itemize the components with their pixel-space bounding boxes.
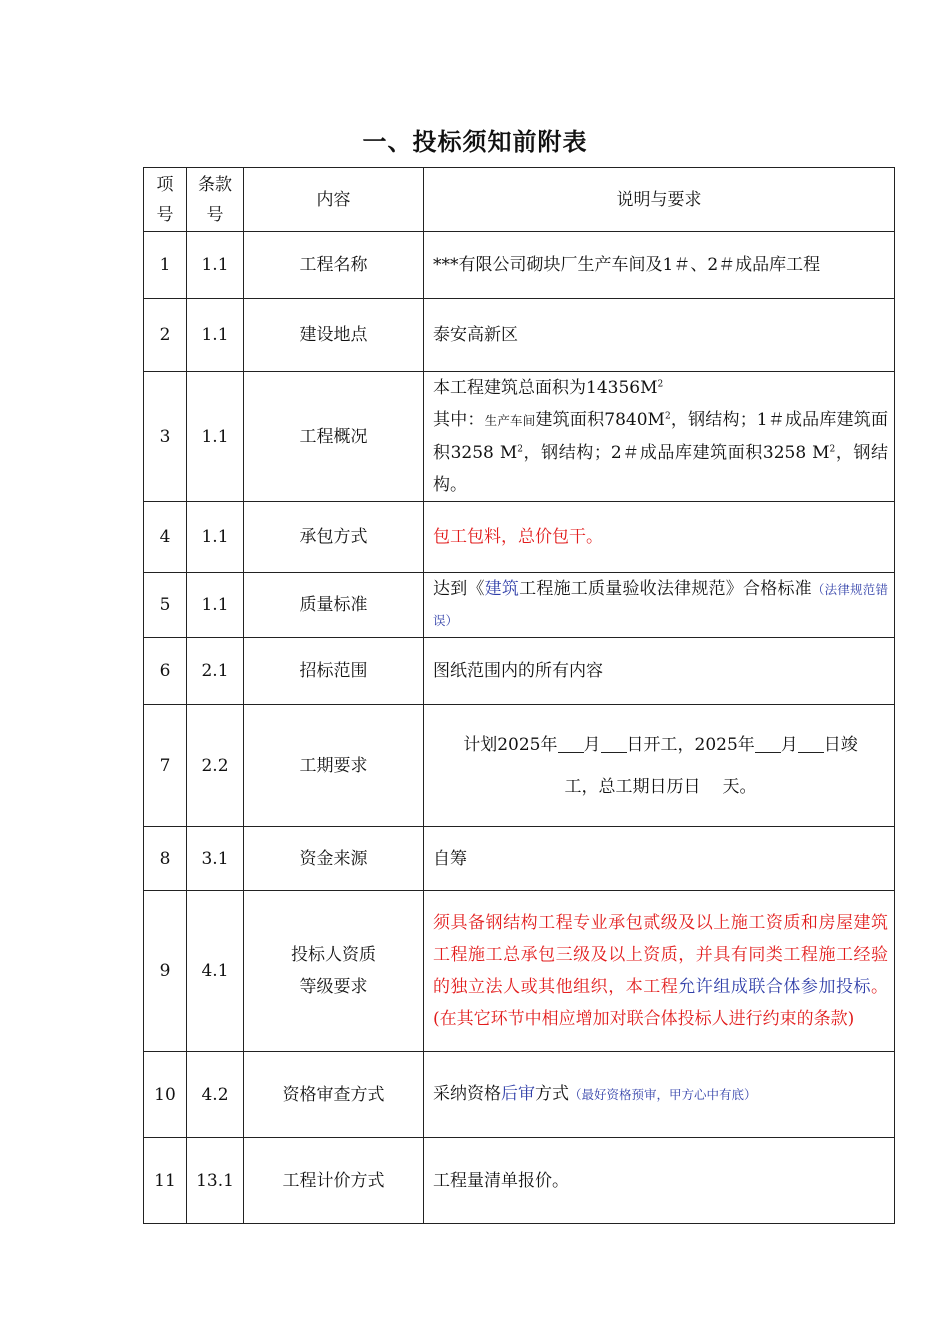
row-content: 工期要求 bbox=[244, 705, 424, 827]
blank-field bbox=[601, 736, 627, 753]
superscript-2: 2 bbox=[829, 444, 836, 455]
row-content bbox=[244, 891, 424, 1052]
content-line2: 等级要求 bbox=[299, 977, 368, 997]
header-content: 内容 bbox=[244, 168, 424, 232]
blank-field bbox=[755, 736, 781, 753]
row-description bbox=[424, 372, 895, 502]
superscript-2: 2 bbox=[657, 379, 664, 390]
row-content: 建设地点 bbox=[244, 299, 424, 372]
overview-text-c: 建筑面积7840M bbox=[535, 410, 665, 430]
row-no: 7 bbox=[144, 705, 187, 827]
row-no: 3 bbox=[144, 372, 187, 502]
schedule-text-b: 月 bbox=[583, 734, 601, 755]
quality-text-b: 建筑 bbox=[484, 579, 520, 599]
content-line1: 投标人资质 bbox=[291, 945, 376, 965]
review-note: （最好资格预审，甲方心中有底） bbox=[569, 1087, 757, 1102]
row-no: 6 bbox=[144, 638, 187, 705]
row-clause: 13.1 bbox=[187, 1138, 244, 1224]
table-row bbox=[144, 638, 895, 705]
bidding-notice-table bbox=[143, 167, 895, 1224]
row-description bbox=[424, 705, 895, 827]
row-clause: 4.1 bbox=[187, 891, 244, 1052]
table-row bbox=[144, 1052, 895, 1138]
row-clause: 1.1 bbox=[187, 232, 244, 299]
schedule-text-g: 天。 bbox=[722, 776, 757, 797]
row-clause: 3.1 bbox=[187, 827, 244, 891]
row-content: 承包方式 bbox=[244, 502, 424, 573]
header-item-no-text: 项号 bbox=[156, 174, 174, 225]
superscript-2: 2 bbox=[517, 444, 523, 455]
table-row bbox=[144, 372, 895, 502]
row-no: 1 bbox=[144, 232, 187, 299]
row-content: 招标范围 bbox=[244, 638, 424, 705]
row-description bbox=[424, 573, 895, 638]
row-description bbox=[424, 891, 895, 1052]
row-clause: 1.1 bbox=[187, 573, 244, 638]
row-clause: 4.2 bbox=[187, 1052, 244, 1138]
schedule-text-f: 工，总工期日历日 bbox=[564, 776, 701, 797]
table-row bbox=[144, 573, 895, 638]
table-row bbox=[144, 891, 895, 1052]
qualification-text-c: 。(在其它环节中相应增加对联合体投标人进行约束的条款) bbox=[433, 977, 889, 1029]
table-row bbox=[144, 232, 895, 299]
overview-line1: 本工程建筑总面积为14356M bbox=[433, 378, 658, 398]
table-row bbox=[144, 1138, 895, 1224]
header-description: 说明与要求 bbox=[424, 168, 895, 232]
review-text-a: 采纳资格 bbox=[433, 1084, 501, 1104]
row-no: 8 bbox=[144, 827, 187, 891]
table-row bbox=[144, 705, 895, 827]
row-no: 5 bbox=[144, 573, 187, 638]
quality-note: （法律规范错误） bbox=[433, 582, 889, 628]
row-description: 自筹 bbox=[424, 827, 895, 891]
row-clause: 2.1 bbox=[187, 638, 244, 705]
row-clause: 2.2 bbox=[187, 705, 244, 827]
row-no: 9 bbox=[144, 891, 187, 1052]
row-description: ***有限公司砌块厂生产车间及1＃、2＃成品库工程 bbox=[424, 232, 895, 299]
row-content: 工程名称 bbox=[244, 232, 424, 299]
overview-text-b: 生产车间 bbox=[484, 413, 536, 428]
row-description bbox=[424, 1052, 895, 1138]
table-header-row bbox=[144, 168, 895, 232]
blank-field bbox=[558, 736, 584, 753]
qualification-text-a: 须具备钢结构工程专业承包贰级及以上施工资质和房屋建筑工程施工总承包三级及以上资质，并具有同类工程施工经验的独立法人或其他组织，本工程 bbox=[433, 913, 888, 997]
overview-text-f: ，钢结构。 bbox=[433, 443, 888, 495]
schedule-text-e: 日竣 bbox=[823, 734, 858, 755]
review-text-b: 后审 bbox=[501, 1084, 535, 1104]
row-content: 资格审查方式 bbox=[244, 1052, 424, 1138]
row-content: 工程概况 bbox=[244, 372, 424, 502]
overview-text-d: ，钢结构；1＃成品库建筑面积3258 M bbox=[433, 410, 888, 463]
page-title: 一、投标须知前附表 bbox=[362, 127, 588, 156]
row-clause: 1.1 bbox=[187, 299, 244, 372]
table-row bbox=[144, 299, 895, 372]
row-description: 工程量清单报价。 bbox=[424, 1138, 895, 1224]
schedule-text-d: 月 bbox=[780, 734, 798, 755]
superscript-2: 2 bbox=[664, 411, 671, 422]
row-no: 10 bbox=[144, 1052, 187, 1138]
header-clause-no-text: 条款号 bbox=[198, 174, 232, 225]
overview-text-e: ，钢结构；2＃成品库建筑面积3258 M bbox=[522, 443, 830, 463]
row-no: 11 bbox=[144, 1138, 187, 1224]
row-no: 2 bbox=[144, 299, 187, 372]
header-item-no bbox=[144, 168, 187, 232]
table-row bbox=[144, 502, 895, 573]
header-clause-no bbox=[187, 168, 244, 232]
row-content: 资金来源 bbox=[244, 827, 424, 891]
table-row bbox=[144, 827, 895, 891]
row-description: 包工包料，总价包干。 bbox=[424, 502, 895, 573]
row-clause: 1.1 bbox=[187, 372, 244, 502]
row-no: 4 bbox=[144, 502, 187, 573]
row-description: 图纸范围内的所有内容 bbox=[424, 638, 895, 705]
review-text-c: 方式 bbox=[535, 1084, 569, 1104]
row-content: 工程计价方式 bbox=[244, 1138, 424, 1224]
blank-field bbox=[798, 736, 824, 753]
quality-text-a: 达到《 bbox=[433, 579, 485, 599]
quality-text-c: 工程施工质量验收法律规范》合格标准 bbox=[519, 579, 812, 599]
row-content: 质量标准 bbox=[244, 573, 424, 638]
row-description: 泰安高新区 bbox=[424, 299, 895, 372]
row-clause: 1.1 bbox=[187, 502, 244, 573]
qualification-text-b: 允许组成联合体参加投标 bbox=[678, 977, 872, 997]
overview-text-a: 其中： bbox=[433, 410, 485, 430]
schedule-text-c: 日开工，2025年 bbox=[626, 734, 755, 755]
schedule-text-a: 计划2025年 bbox=[463, 734, 558, 755]
